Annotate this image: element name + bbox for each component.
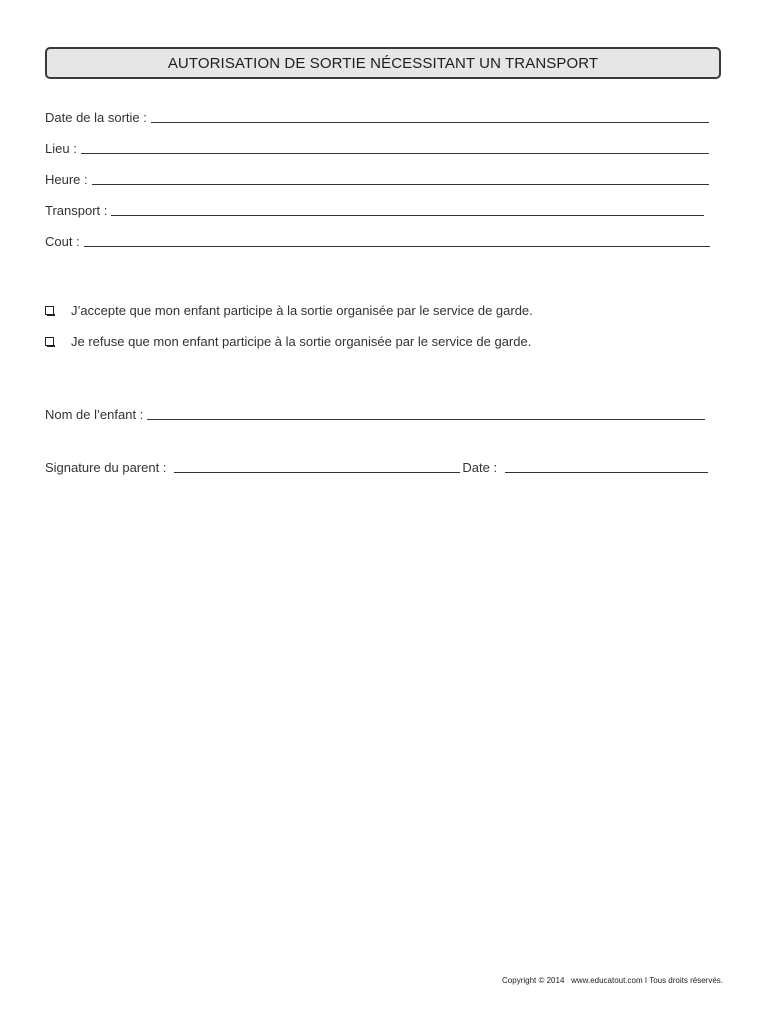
field-signature-line[interactable] xyxy=(174,472,460,473)
field-transport-label: Transport : xyxy=(45,203,108,218)
option-refuse[interactable] xyxy=(45,334,531,349)
field-date-sortie-label: Date de la sortie : xyxy=(45,110,147,125)
field-heure[interactable] xyxy=(45,173,709,186)
title-box xyxy=(45,47,721,79)
field-lieu[interactable] xyxy=(45,142,709,155)
field-date-sortie-line[interactable] xyxy=(151,122,709,123)
refuse-checkbox[interactable] xyxy=(45,337,54,346)
accept-checkbox[interactable] xyxy=(45,306,54,315)
field-date-sortie[interactable] xyxy=(45,111,709,124)
option-refuse-label: Je refuse que mon enfant participe à la sortie organisée par le service de garde. xyxy=(71,334,532,349)
field-child-name-label: Nom de l’enfant : xyxy=(45,407,144,422)
field-cout[interactable] xyxy=(45,235,710,248)
field-signature[interactable] xyxy=(45,461,708,474)
field-date-label: Date : xyxy=(462,460,498,475)
field-signature-label: Signature du parent : xyxy=(45,460,167,475)
field-child-name[interactable] xyxy=(45,408,705,421)
option-accept[interactable] xyxy=(45,303,533,318)
field-date-line[interactable] xyxy=(505,472,708,473)
field-heure-line[interactable] xyxy=(92,184,709,185)
option-accept-label: J’accepte que mon enfant participe à la sortie organisée par le service de garde. xyxy=(71,303,533,318)
field-transport-line[interactable] xyxy=(111,215,704,216)
field-cout-label: Cout : xyxy=(45,234,80,249)
field-child-name-line[interactable] xyxy=(147,419,705,420)
field-lieu-label: Lieu : xyxy=(45,141,77,156)
field-cout-line[interactable] xyxy=(84,246,710,247)
page-title: AUTORISATION DE SORTIE NÉCESSITANT UN TRANSPORT xyxy=(167,54,599,72)
copyright-footer: Copyright © 2014 www.educatout.com I Tous droits réservés. xyxy=(502,976,723,985)
field-lieu-line[interactable] xyxy=(81,153,709,154)
field-heure-label: Heure : xyxy=(45,172,88,187)
field-transport[interactable] xyxy=(45,204,704,217)
